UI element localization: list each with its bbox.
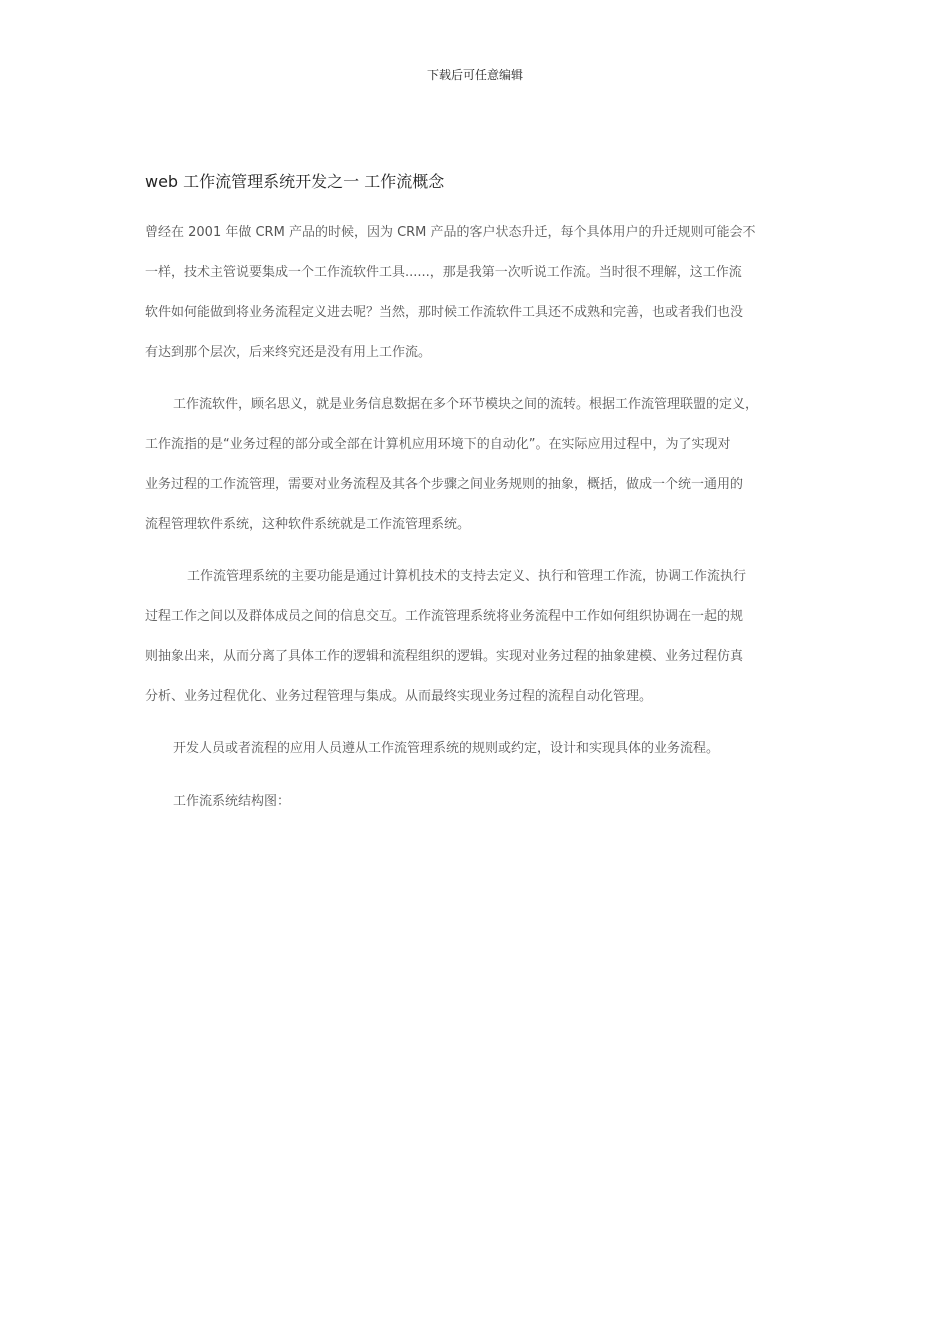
paragraph-line: 工作流管理系统的主要功能是通过计算机技术的支持去定义、执行和管理工作流，协调工作流执行 [187,569,747,584]
paragraph-developers [145,729,825,769]
paragraph-line: 流程管理软件系统，这种软件系统就是工作流管理系统。 [145,517,471,532]
paragraph-crm-history [145,213,825,373]
paragraph-line: 工作流软件，顾名思义，就是业务信息数据在多个环节模块之间的流转。根据工作流管理联盟的定义， [173,397,759,412]
paragraph-line: 过程工作之间以及群体成员之间的信息交互。工作流管理系统将业务流程中工作如何组织协调在一起的规 [145,609,744,624]
paragraph-line: 工作流系统结构图： [173,794,291,809]
paragraph-workflow-definition [145,385,825,545]
document-title: web 工作流管理系统开发之一 工作流概念 [145,172,445,191]
paragraph-line: 一样，技术主管说要集成一个工作流软件工具......，那是我第一次听说工作流。当时很不理解，这工作流 [145,265,742,280]
paragraph-line: 有达到那个层次，后来终究还是没有用上工作流。 [145,345,432,360]
paragraph-workflow-functions [145,557,825,717]
paragraph-line: 业务过程的工作流管理，需要对业务流程及其各个步骤之间业务规则的抽象，概括，做成一个统一通用的 [145,477,744,492]
paragraph-line: 工作流指的是“业务过程的部分或全部在计算机应用环境下的自动化”。在实际应用过程中，为了实现对 [145,437,731,452]
paragraph-line: 则抽象出来，从而分离了具体工作的逻辑和流程组织的逻辑。实现对业务过程的抽象建模、业务过程仿真 [145,649,744,664]
paragraph-line: 软件如何能做到将业务流程定义进去呢？当然，那时候工作流软件工具还不成熟和完善，也或者我们也没 [145,305,744,320]
paragraph-line: 曾经在 2001 年做 CRM 产品的时候，因为 CRM 产品的客户状态升迁，每个具体用户的升迁规则可能会不 [145,225,756,240]
paragraph-structure-diagram-label [145,782,825,822]
paragraph-line: 分析、业务过程优化、业务过程管理与集成。从而最终实现业务过程的流程自动化管理。 [145,689,653,704]
paragraph-line: 开发人员或者流程的应用人员遵从工作流管理系统的规则或约定，设计和实现具体的业务流程。 [173,741,720,756]
page-header: 下载后可任意编辑 [426,68,523,82]
